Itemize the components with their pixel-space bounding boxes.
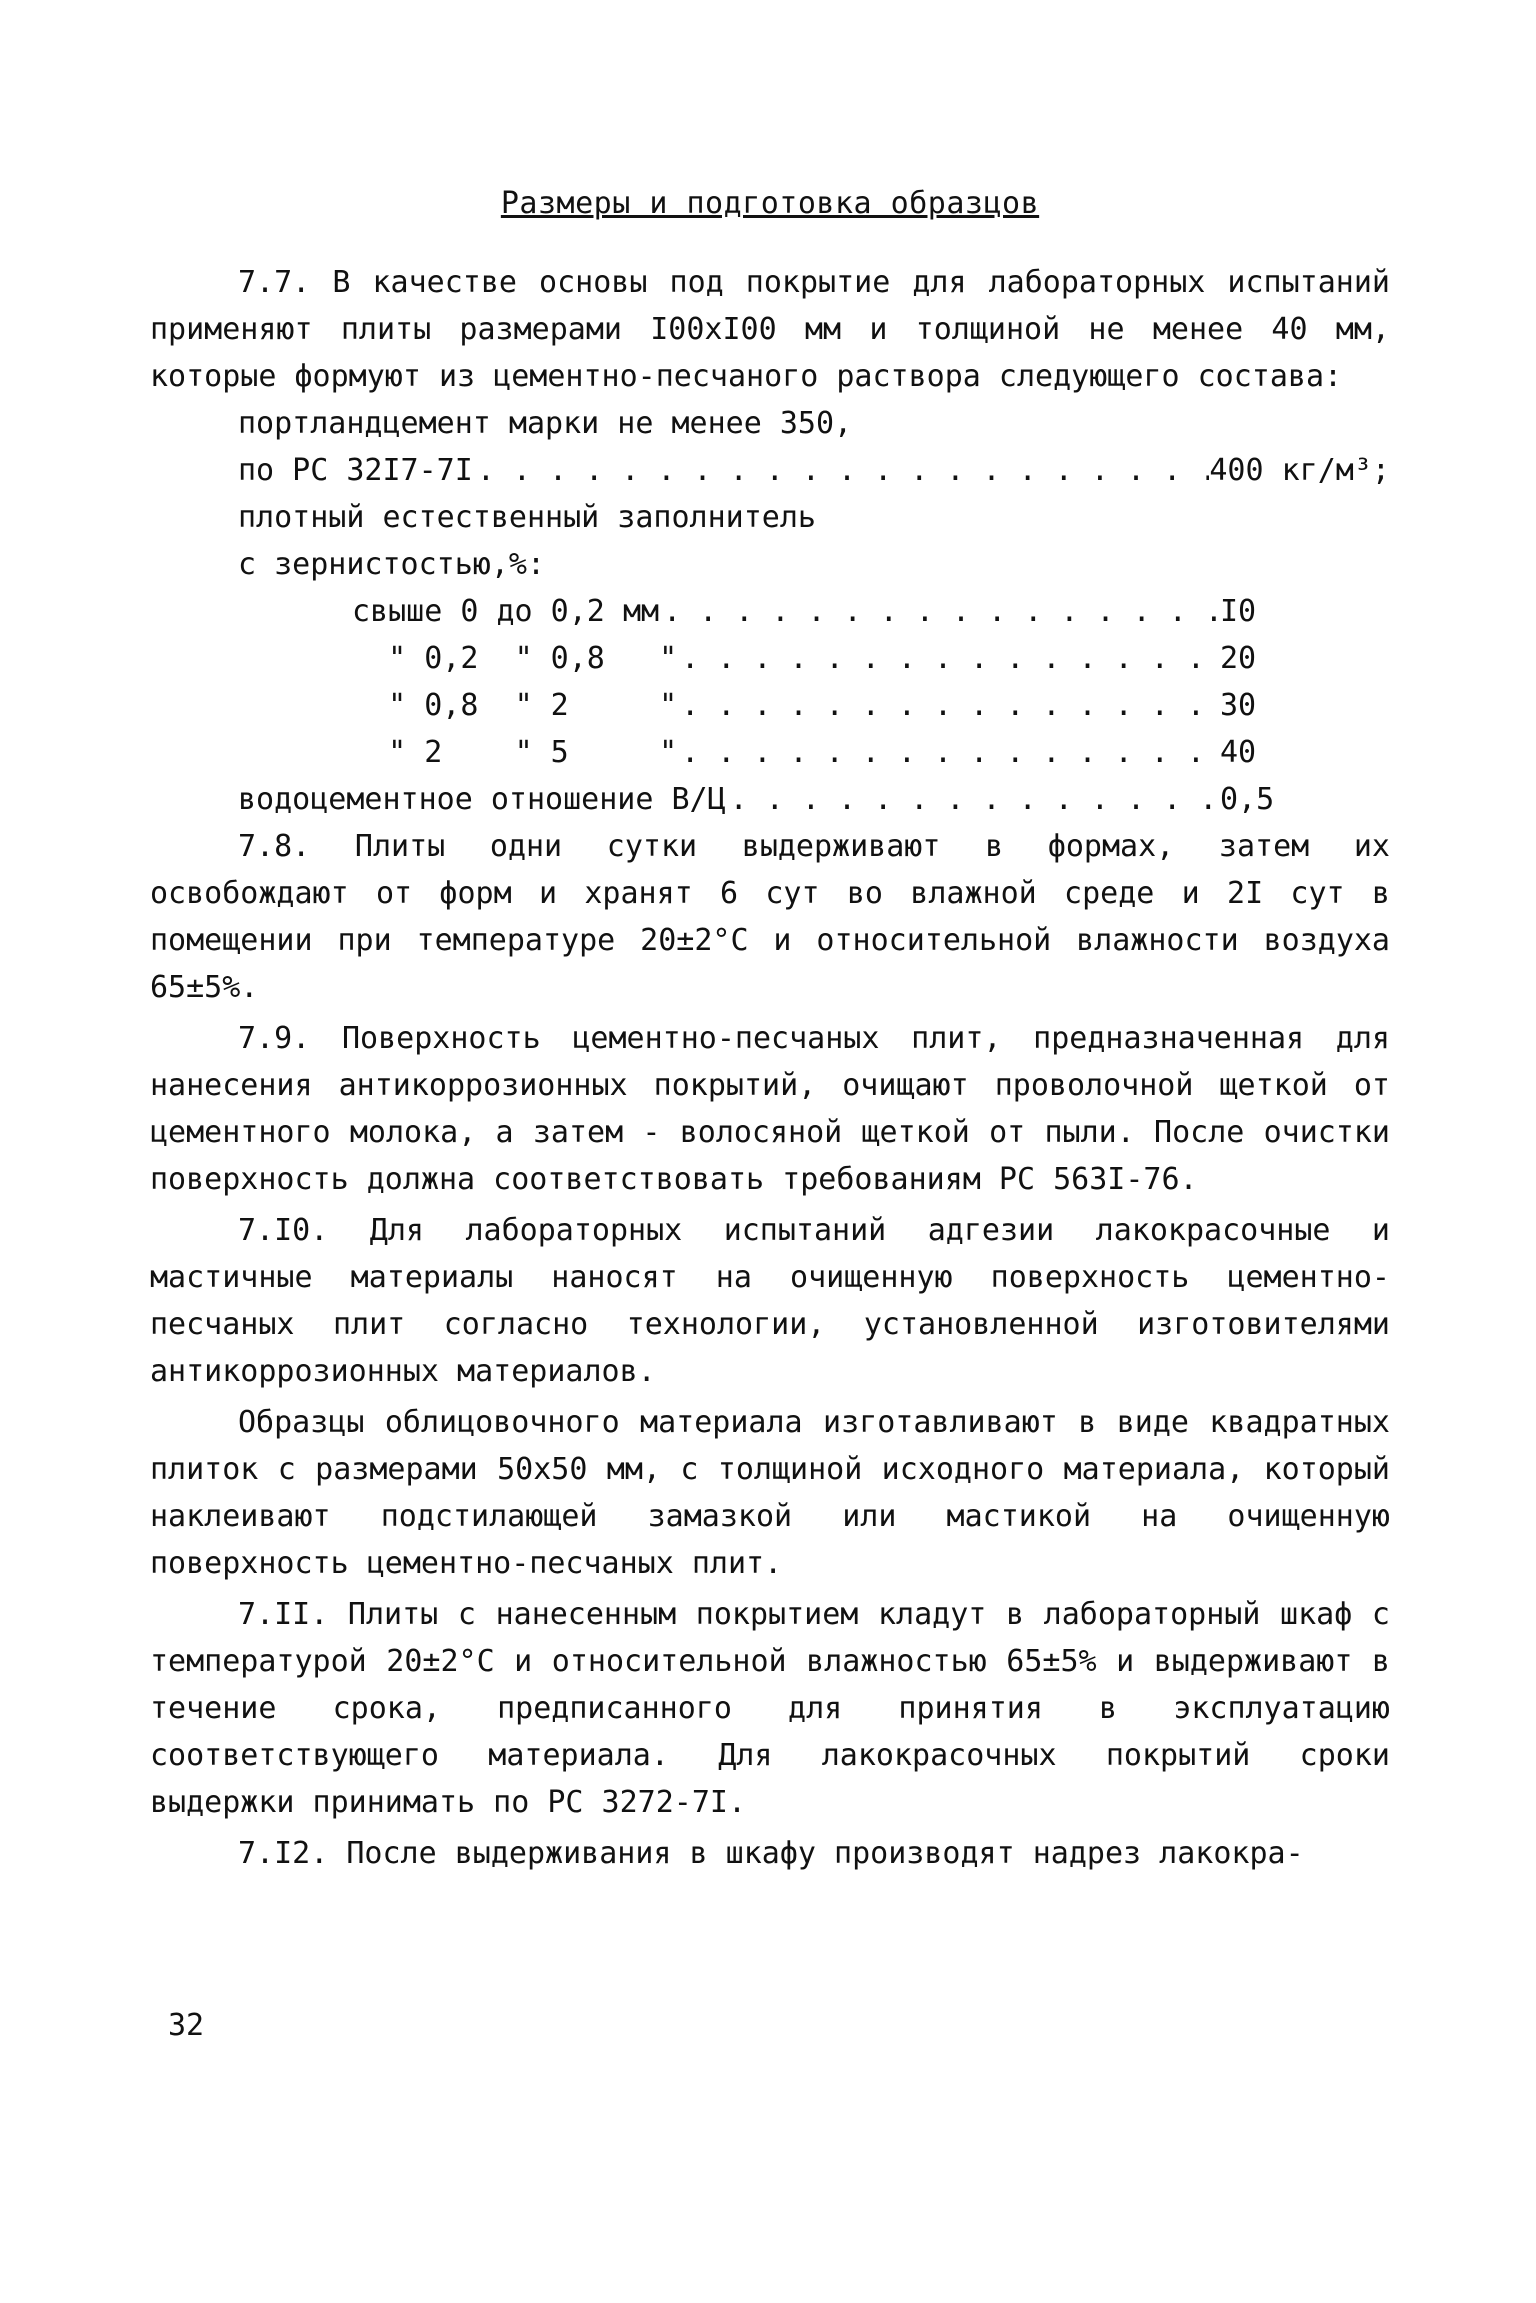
- grain-to: до 0,2: [496, 594, 605, 629]
- paragraph-7-7: 7.7. В качестве основы под покрытие для лабораторных испытаний применяют плиты размерами I00хI00 мм и толщиной не менее 40 мм, которые формуют из цементно-песчаного раствора следующего состава:: [150, 265, 1390, 394]
- leader-dots: [726, 776, 1220, 823]
- water-cement-row: [238, 776, 1390, 823]
- paragraph-7-8: 7.8. Плиты одни сутки выдерживают в формах, затем их освобождают от форм и хранят 6 сут во влажной среде и 2I сут в помещении при температуре 20±2°С и относительной влажности воздуха 65±5%.: [150, 829, 1390, 1005]
- section-heading: Размеры и подготовка образцов: [500, 186, 1040, 221]
- paragraph-7-12: 7.I2. После выдерживания в шкафу производят надрез лакокра-: [238, 1836, 1304, 1871]
- grain-value: I0: [1220, 594, 1257, 629]
- grain-table: [352, 588, 1390, 776]
- grain-value: 20: [1220, 641, 1257, 676]
- paragraph-7-10: 7.I0. Для лабораторных испытаний адгезии лакокрасочные и мастичные материалы наносят на очищенную поверхность цементно-песчаных плит согласно технологии, установленной изготовителями антикоррозионных материалов.: [150, 1213, 1390, 1389]
- grain-from: свыше 0: [352, 594, 479, 629]
- grain-unit: ": [659, 688, 678, 723]
- leader-dots: [677, 635, 1220, 682]
- grain-to: " 0,8: [514, 641, 605, 676]
- grain-unit: ": [659, 641, 678, 676]
- grain-to: " 5: [514, 735, 569, 770]
- cement-value: 400 кг/м³;: [1209, 453, 1390, 488]
- grain-row: [352, 588, 1390, 635]
- paragraph-7-10-cladding: Образцы облицовочного материала изготавливают в виде квадратных плиток с размерами 50х50 мм, с толщиной исходного материала, который наклеивают подстилающей замазкой или мастикой на очищенную поверхность цементно-песчаных плит.: [150, 1405, 1390, 1581]
- grain-row: [352, 635, 1390, 682]
- grain-from: " 0,8: [388, 688, 479, 723]
- cement-row: [238, 447, 1390, 494]
- grain-row: [352, 682, 1390, 729]
- grain-to: " 2: [514, 688, 569, 723]
- water-cement-value: 0,5: [1220, 782, 1275, 817]
- leader-dots: [473, 447, 1210, 494]
- page-number: 32: [168, 2008, 205, 2043]
- leader-dots: [677, 682, 1220, 729]
- water-cement-label: водоцементное отношение В/Ц: [238, 782, 726, 817]
- grain-row: [352, 729, 1390, 776]
- leader-dots: [659, 588, 1220, 635]
- grain-from: " 0,2: [388, 641, 479, 676]
- grain-from: " 2: [388, 735, 443, 770]
- grain-unit: ": [659, 735, 678, 770]
- grain-value: 30: [1220, 688, 1257, 723]
- filler-line-2: с зернистостью,%:: [238, 547, 546, 582]
- grain-value: 40: [1220, 735, 1257, 770]
- paragraph-7-11: 7.II. Плиты с нанесенным покрытием кладут в лабораторный шкаф с температурой 20±2°С и относительной влажностью 65±5% и выдерживают в течение срока, предписанного для принятия в эксплуатацию соответствующего материала. Для лакокрасочных покрытий сроки выдержки принимать по РС 3272-7I.: [150, 1597, 1390, 1820]
- cement-line-2: по РС 32I7-7I: [238, 453, 473, 488]
- filler-line-1: плотный естественный заполнитель: [238, 500, 816, 535]
- leader-dots: [677, 729, 1220, 776]
- paragraph-7-9: 7.9. Поверхность цементно-песчаных плит, предназначенная для нанесения антикоррозионных покрытий, очищают проволочной щеткой от цементного молока, а затем - волосяной щеткой от пыли. После очистки поверхность должна соответствовать требованиям РС 563I-76.: [150, 1021, 1390, 1197]
- document-page: [150, 180, 1390, 1877]
- grain-unit: мм: [622, 594, 660, 629]
- mix-composition: [238, 400, 1390, 823]
- cement-line-1: портландцемент марки не менее 350,: [238, 406, 853, 441]
